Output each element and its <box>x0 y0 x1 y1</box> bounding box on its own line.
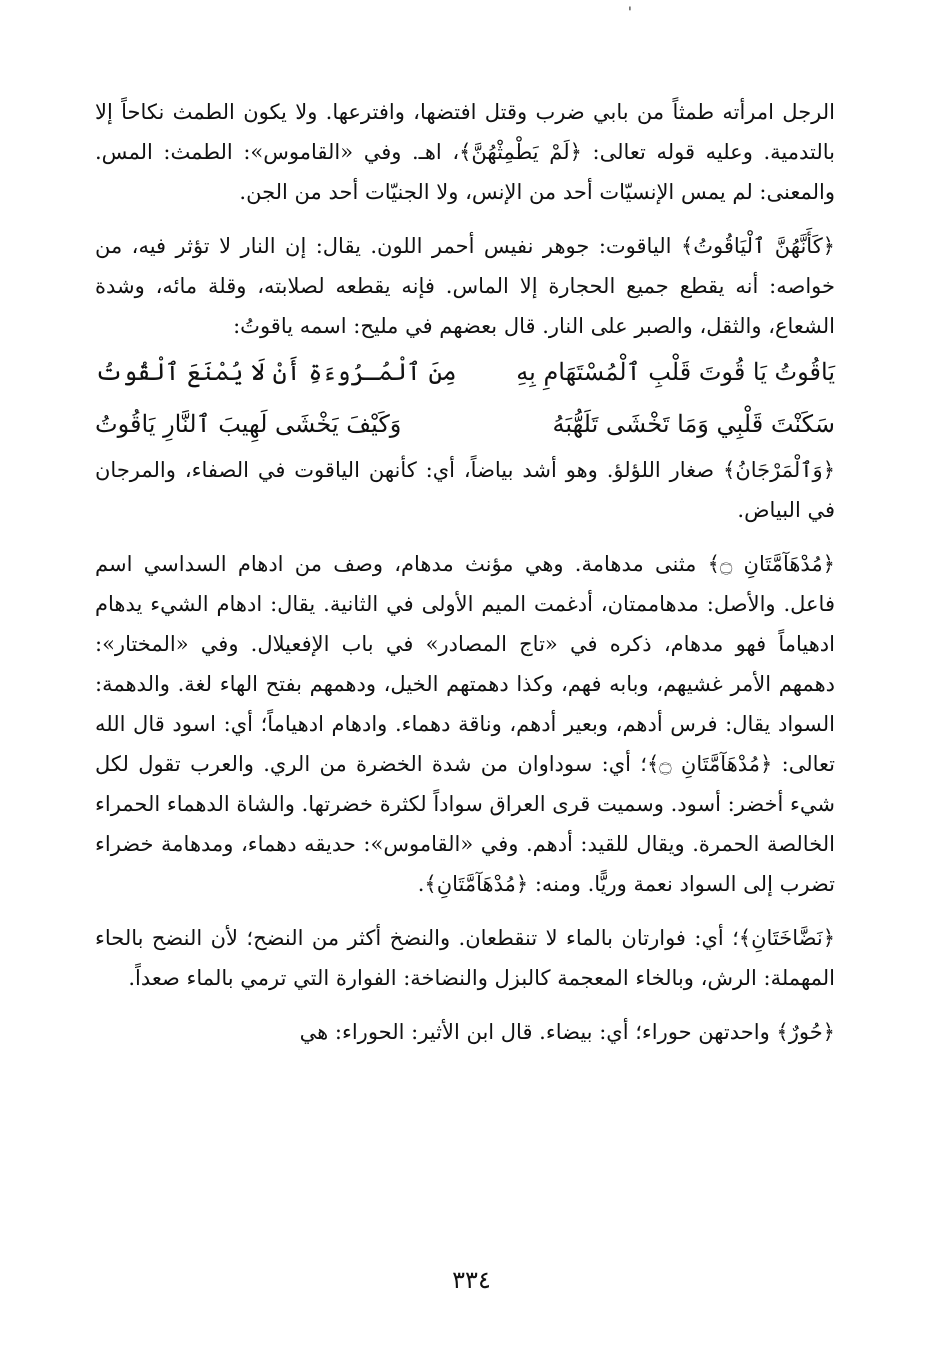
poem-first-hemistich: سَكَنْتَ قَلْبِي وَمَا تَخْشَى تَلَهُّبَهُ <box>552 410 835 438</box>
paragraph-gap <box>95 212 835 226</box>
paragraph-naddakhatan: ﴿نَضَّاخَتَانِ﴾؛ أي: فوارتان بالماء لا تنقطعان. والنضخ أكثر من النضح؛ لأن النضح بالحاء المهملة: الرش، وبالخاء المعجمة كالبزل والنضاخة: الفوارة التي ترمي بالماء صعداً. <box>95 926 835 990</box>
poem-verse <box>95 346 835 398</box>
poem-block <box>95 346 835 450</box>
paragraph-gap <box>95 998 835 1012</box>
paragraph-yaqut: ﴿كَأَنَّهُنَّ ٱلْيَاقُوتُ﴾ الياقوت: جوهر نفيس أحمر اللون. يقال: إن النار لا تؤثر فيه، من خواصه: أنه يقطع جميع الحجارة إلا الماس. فإنه يقطعه لصلابته، وقلة مائه، وشدة الشعاع، والثقل، والصبر على النار. قال بعضهم في مليح: اسمه ياقوتُ: <box>95 234 835 338</box>
poem-first-hemistich: يَاقُوتُ يَا قُوتَ قَلْبِ ٱلْمُسْتَهَامِ بِهِ <box>516 358 835 386</box>
paragraph-gap <box>95 530 835 544</box>
paragraph-gap <box>95 904 835 918</box>
paragraph-tamth: الرجل امرأته طمثاً من بابي ضرب وقتل افتضها، وافترعها. ولا يكون الطمث نكاحاً إلا بالتدمية. وعليه قوله تعالى: ﴿لَمْ يَطْمِثْهُنَّ﴾، اهـ. وفي «القاموس»: الطمث: المس. والمعنى: لم يمس الإنسيّات أحد من الإنس، ولا الجنيّات أحد من الجن. <box>95 100 835 204</box>
top-mark: ' <box>628 5 632 21</box>
paragraph-mudhammatan: ﴿مُدْهَآمَّتَانِ ۝﴾ مثنى مدهامة. وهي مؤنث مدهام، وصف من ادهام السداسي اسم فاعل. والأصل: مدهاممتان، أدغمت الميم الأولى في الثانية. يقال: ادهام الشيء يدهام ادهياماً فهو مدهام، ذكره في «تاج المصادر» في باب الإفعيلال. وفي «المختار»: دهمهم الأمر غشيهم، وبابه فهم، وكذا دهمتهم الخيل، ودهمهم بفتح الهاء لغة. والدهمة: السواد يقال: فرس أدهم، وبعير أدهم، وناقة دهماء. وادهام ادهياماً؛ أي: اسود قال الله تعالى: ﴿مُدْهَآمَّتَانِ ۝﴾؛ أي: سوداوان من شدة الخضرة من الري. والعرب تقول لكل شيء أخضر: أسود. وسميت قرى العراق سواداً لكثرة خضرتها. والشاة الدهماء الحمراء الخالصة الحمرة. ويقال للقيد: أدهم. وفي «القاموس»: حديقه دهماء، ومدهامة خضراء تضرب إلى السواد نعمة وريًّا. ومنه: ﴿مُدْهَآمَّتَانِ﴾. <box>95 552 835 896</box>
page-number: ٣٣٤ <box>452 1266 491 1294</box>
page-body <box>95 92 835 1052</box>
poem-second-hemistich: مِنَ ٱلْمُـرُوءَةِ أَنْ لَا يُمْنَعَ ٱلْقُوتُ <box>95 358 457 386</box>
poem-verse <box>95 398 835 450</box>
paragraph-marjan: ﴿وَٱلْمَرْجَانُ﴾ صغار اللؤلؤ. وهو أشد بياضاً، أي: كأنهن الياقوت في الصفاء، والمرجان في البياض. <box>95 458 835 522</box>
poem-second-hemistich: وَكَيْفَ يَخْشَى لَهِيبَ ٱلنَّارِ يَاقُوتُ <box>95 410 402 438</box>
paragraph-hur: ﴿حُورٌ﴾ واحدتهن حوراء؛ أي: بيضاء. قال ابن الأثير: الحوراء: هي <box>299 1020 835 1044</box>
